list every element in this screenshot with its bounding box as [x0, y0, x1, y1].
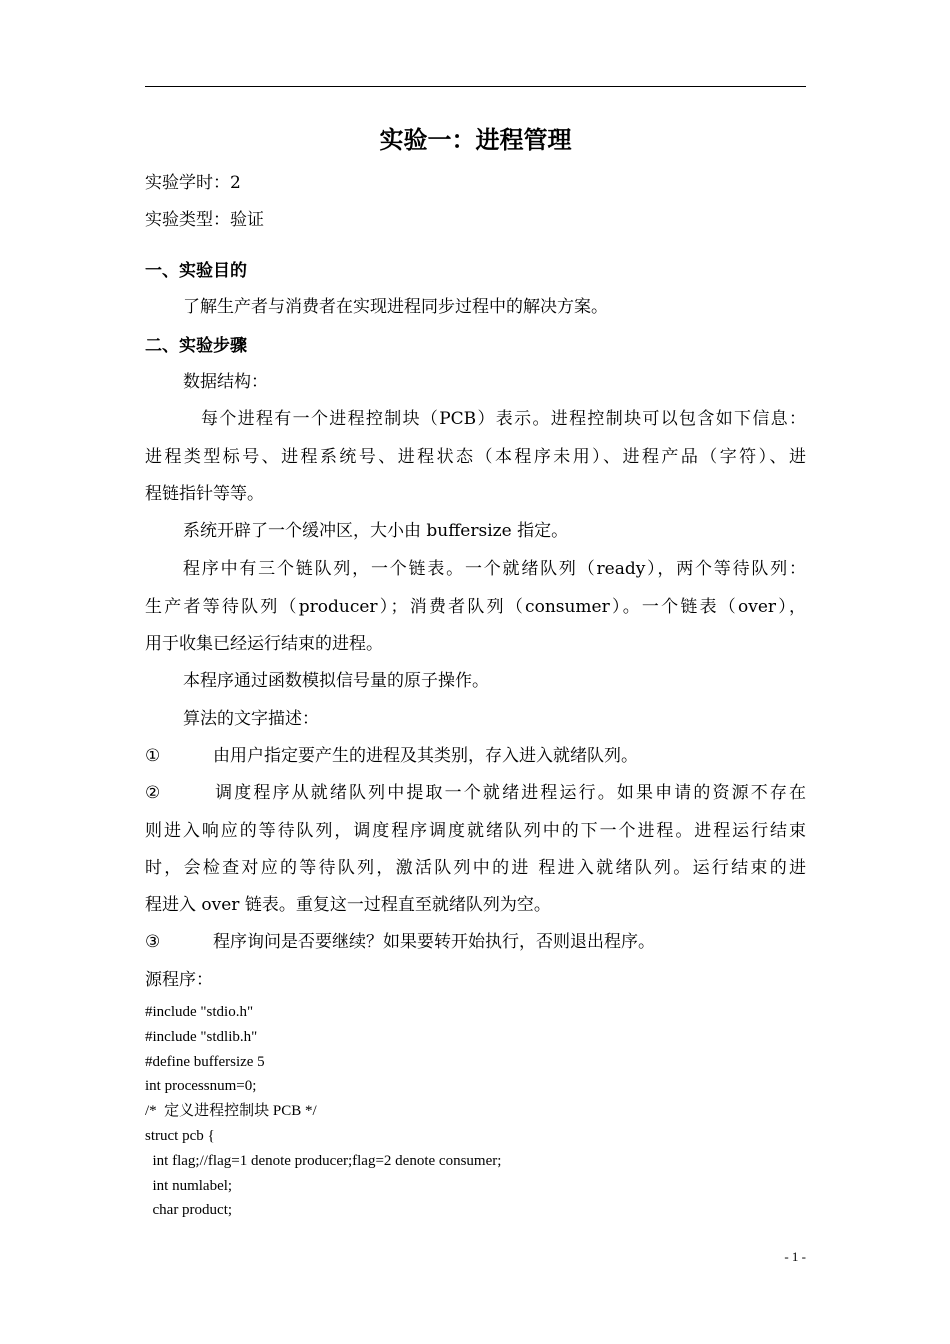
code-line-5: /* 定义进程控制块 PCB */ — [145, 1103, 317, 1119]
step-2-text-line1: 调度程序从就绪队列中提取一个就绪进程运行。如果申请的资源不存在 — [213, 783, 806, 803]
code-line-1: #include "stdio.h" — [145, 1004, 254, 1020]
paragraph-queues-line2: 生产者等待队列（producer）；消费者队列（consumer）。一个链表（over）， — [145, 597, 806, 617]
step-3-marker: ③ — [145, 932, 161, 952]
paragraph-pcb-line2: 进程类型标号、进程系统号、进程状态（本程序未用）、进程产品（字符）、进 — [145, 447, 806, 467]
code-line-2: #include "stdlib.h" — [145, 1029, 258, 1045]
code-line-9: char product; — [145, 1202, 233, 1218]
paragraph-queues-line3: 用于收集已经运行结束的进程。 — [145, 634, 383, 654]
experiment-hours: 实验学时：2 — [145, 173, 241, 193]
step-3 — [145, 930, 806, 954]
step-1-marker: ① — [145, 746, 161, 766]
section-heading-purpose: 一、实验目的 — [145, 261, 247, 281]
paragraph-buffer: 系统开辟了一个缓冲区，大小由 buffersize 指定。 — [183, 521, 569, 541]
code-line-7: int flag;//flag=1 denote producer;flag=2 denote consumer; — [145, 1153, 502, 1169]
page-title: 实验一：进程管理 — [379, 125, 572, 154]
step-2-line4: 程进入 over 链表。重复这一过程直至就绪队列为空。 — [145, 895, 551, 915]
header-rule — [145, 86, 806, 87]
step-2-marker: ② — [145, 783, 161, 803]
code-line-4: int processnum=0; — [145, 1078, 257, 1094]
purpose-text: 了解生产者与消费者在实现进程同步过程中的解决方案。 — [183, 297, 608, 317]
step-3-text: 程序询问是否要继续？如果要转开始执行，否则退出程序。 — [213, 932, 655, 952]
step-2-line3: 时，会检查对应的等待队列，激活队列中的进 程进入就绪队列。运行结束的进 — [145, 858, 806, 878]
paragraph-queues-line1: 程序中有三个链队列，一个链表。一个就绪队列（ready），两个等待队列： — [183, 559, 806, 579]
code-line-6: struct pcb { — [145, 1128, 215, 1144]
step-1-text: 由用户指定要产生的进程及其类别，存入进入就绪队列。 — [213, 746, 638, 766]
paragraph-pcb-line3: 程链指针等等。 — [145, 484, 264, 504]
section-heading-steps: 二、实验步骤 — [145, 336, 247, 356]
paragraph-pcb-line1: 每个进程有一个进程控制块（PCB）表示。进程控制块可以包含如下信息： — [201, 409, 806, 429]
data-structure-label: 数据结构： — [183, 372, 268, 392]
code-line-8: int numlabel; — [145, 1178, 233, 1194]
source-label: 源程序： — [145, 970, 213, 990]
step-2-line2: 则进入响应的等待队列，调度程序调度就绪队列中的下一个进程。进程运行结束 — [145, 821, 806, 841]
algorithm-label: 算法的文字描述： — [183, 709, 319, 729]
page-number: - 1 - — [784, 1249, 806, 1264]
step-2-line1 — [145, 781, 806, 805]
experiment-type: 实验类型：验证 — [145, 210, 264, 230]
paragraph-semaphore: 本程序通过函数模拟信号量的原子操作。 — [183, 671, 489, 691]
code-line-3: #define buffersize 5 — [145, 1054, 265, 1070]
step-1 — [145, 744, 806, 768]
